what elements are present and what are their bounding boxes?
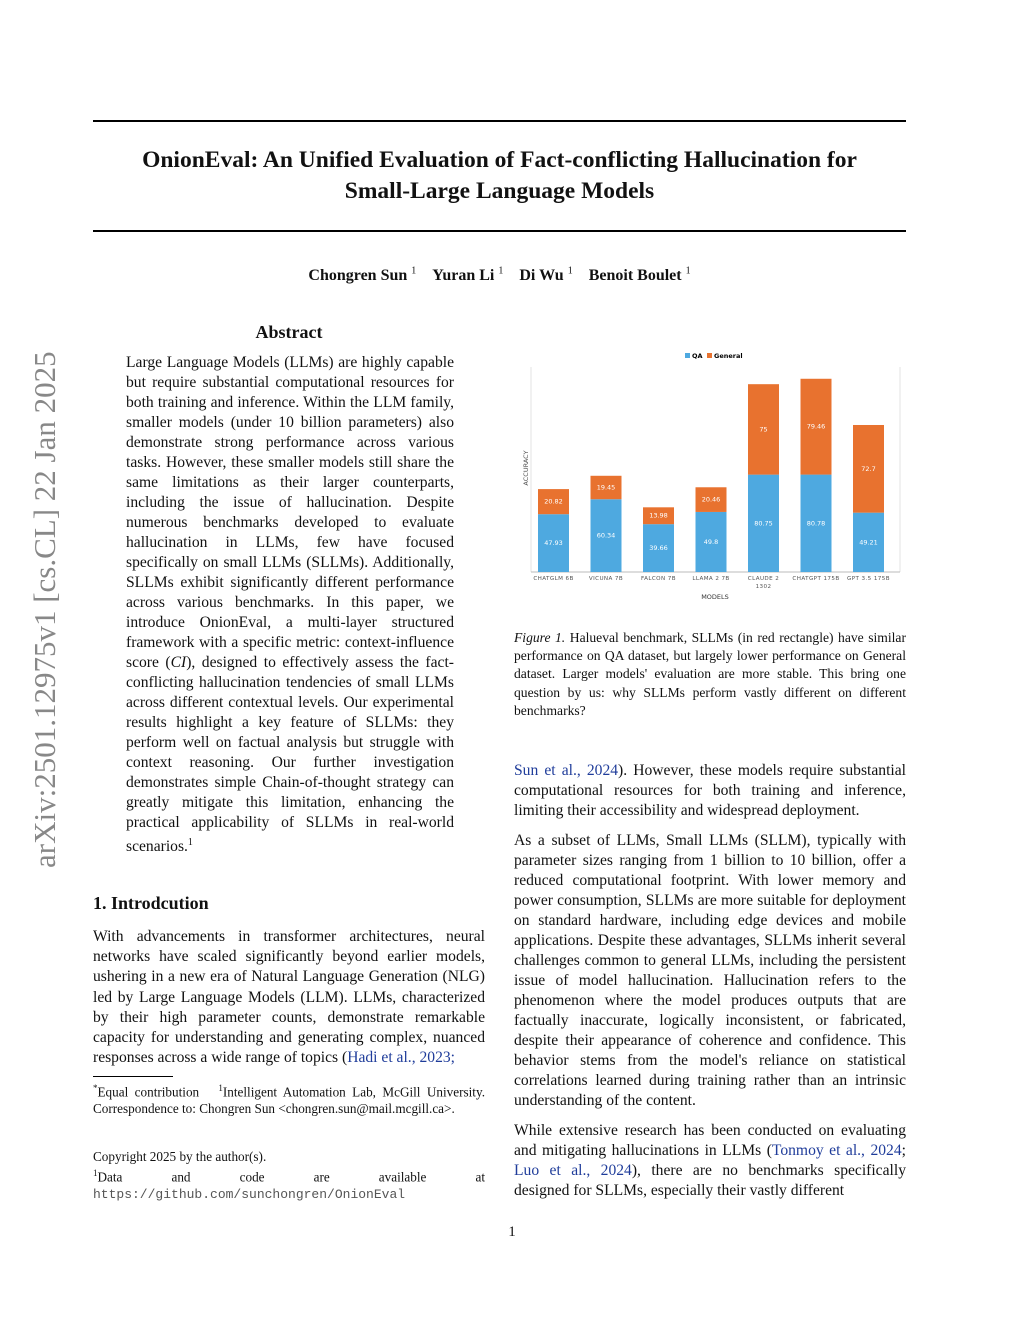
- footnote-rule: [93, 1076, 173, 1077]
- repo-link[interactable]: https://github.com/sunchongren/OnionEval: [93, 1187, 406, 1203]
- arxiv-identifier: arXiv:2501.12975v1 [cs.CL] 22 Jan 2025: [27, 351, 62, 868]
- x-tick-label: VICUNA 7B: [588, 576, 624, 582]
- author: Chongren Sun $^1$: [308, 266, 417, 285]
- data-label-general: 13.98: [649, 511, 668, 520]
- footnote-data: $^1$Data and code are available at https://github.com/sunchongren/OnionEval: [93, 1168, 485, 1203]
- legend-label-general: General: [714, 352, 743, 360]
- intro-paragraph: With advancements in transformer architectures, neural networks have scaled significantly beyond earlier models, ushering in a new era of Natural Language Generation (NLG) led by Large Language Models (LLM). LLMs, characterized by their high parameter counts, demonstrate remarkable capacity for understanding and generating complex, nuanced responses across a wide range of topics (Hadi et al., 2023;: [93, 928, 485, 1067]
- data-label-qa: 60.34: [596, 531, 616, 540]
- x-tick-label: 1302: [755, 584, 772, 590]
- section-heading-introduction: 1. Introdcution: [93, 893, 209, 913]
- author: Yuran Li $^1$: [432, 266, 504, 285]
- x-tick-label: LLAMA 2 7B: [692, 576, 730, 582]
- legend-swatch-general: [707, 353, 712, 358]
- citation-link[interactable]: Sun et al., 2024: [514, 762, 619, 779]
- data-label-general: 75: [759, 425, 768, 434]
- data-label-general: 20.46: [701, 495, 721, 504]
- x-tick-label: CHATGPT 175B: [792, 576, 840, 582]
- footnote-affiliation: *Equal contribution $^1$Intelligent Automation Lab, McGill University. Correspondence to: Chongren Sun <chongren.sun@mail.mcgill.ca>.: [93, 1083, 485, 1117]
- title-line-2: Small-Large Language Models: [344, 178, 655, 204]
- data-label-qa: 39.66: [649, 544, 668, 553]
- data-label-qa: 49.8: [703, 537, 719, 546]
- figure-caption: Figure 1. Halueval benchmark, SLLMs (in red rectangle) have similar performance on QA dataset, but largely lower performance on General dataset. Larger models' evaluation are more stable. This bring one question by us: why SLLMs perform vastly different on different benchmarks?: [514, 630, 906, 718]
- paper-title: [93, 145, 906, 207]
- citation-link[interactable]: Luo et al., 2024: [514, 1162, 632, 1179]
- right-paragraph-3: While extensive research has been conducted on evaluating and mitigating hallucinations in LLMs (Tonmoy et al., 2024; Luo et al., 2024), there are no benchmarks specifically designed for SLLMs, especially their vastly different: [514, 1122, 906, 1199]
- author-list: [93, 266, 906, 285]
- title-line-1: OnionEval: An Unified Evaluation of Fact-conflicting Hallucination for: [142, 147, 857, 173]
- data-label-qa: 49.21: [859, 538, 878, 547]
- right-paragraph-1: Sun et al., 2024). However, these models require substantial computational resources for both training and inference, limiting their accessibility and widespread deployment.: [514, 762, 906, 819]
- title-rule-bottom: [93, 230, 906, 232]
- halueval-bar-chart: [514, 345, 906, 605]
- chart-legend: [685, 352, 743, 360]
- title-rule-top: [93, 120, 906, 122]
- x-tick-label: GPT 3.5 175B: [847, 576, 890, 582]
- page-number: 1: [508, 1224, 516, 1240]
- citation-link[interactable]: Tonmoy et al., 2024: [771, 1142, 902, 1159]
- right-paragraph-2: As a subset of LLMs, Small LLMs (SLLM), typically with parameter sizes ranging from 1 billion to 10 billion, offer a reduced computational footprint. With lower memory and power consumption, SLLMs are more suitable for deployment on standard hardware, including edge devices and mobile applications. Despite these advantages, SLLMs inherit several challenges common to general LLMs, including the persistent issue of model hallucination. Hallucination refers to the phenomenon where the model produces outputs that are factually inaccurate, logically inconsistent, or fabricated, despite their appearance of coherence and confidence. This behavior stems from the model's reliance on statistical correlations learned during training rather than an intrinsic understanding of the content.: [514, 832, 906, 1109]
- data-label-general: 79.46: [806, 422, 826, 431]
- x-axis-label: MODELS: [701, 593, 729, 601]
- data-label-general: 19.45: [596, 483, 616, 492]
- author: Di Wu $^1$: [519, 266, 573, 285]
- footnote-copyright: Copyright 2025 by the author(s).: [93, 1149, 267, 1164]
- abstract-heading: Abstract: [255, 322, 323, 342]
- x-tick-label: CHATGLM 6B: [533, 576, 574, 582]
- y-axis-label: ACCURACY: [522, 450, 530, 486]
- x-tick-label: FALCON 7B: [641, 576, 676, 582]
- legend-swatch-qa: [685, 353, 690, 358]
- citation-link[interactable]: Hadi et al., 2023;: [347, 1049, 456, 1067]
- data-label-general: 72.7: [861, 464, 876, 473]
- legend-label-qa: QA: [692, 352, 703, 360]
- abstract-text: Large Language Models (LLMs) are highly capable but require substantial computational resources for both training and inference. Within the LLM family, smaller models (under 10 billion parameters) also demonstrate strong performance across various tasks. However, these smaller models still share the same limitations as their larger counterparts, including the issue of hallucination. Despite numerous benchmarks developed to evaluate hallucination in LLMs, few have focused specifically on small LLMs (SLLMs). Additionally, SLLMs exhibit significantly different performance across various benchmarks. In this paper, we introduce OnionEval, a multi-layer structured framework with a specific metric: context-influence score (CI), designed to effectively assess the fact-conflicting hallucination tendencies of small LLMs across different contextual levels. Our experimental results highlight a key feature of SLLMs: they perform well on factual analysis but struggle with context reasoning. Our further investigation demonstrates simple Chain-of-thought strategy can greatly mitigate this limitation, enhancing the practical applicability of SLLMs in real-world scenarios.$^1$: [126, 354, 454, 856]
- author: Benoit Boulet $^1$: [588, 266, 691, 285]
- data-label-qa: 80.78: [806, 519, 826, 528]
- data-label-general: 20.82: [544, 497, 563, 506]
- data-label-qa: 47.93: [544, 539, 563, 548]
- x-tick-label: CLAUDE 2: [747, 576, 780, 582]
- data-label-qa: 80.75: [754, 519, 773, 528]
